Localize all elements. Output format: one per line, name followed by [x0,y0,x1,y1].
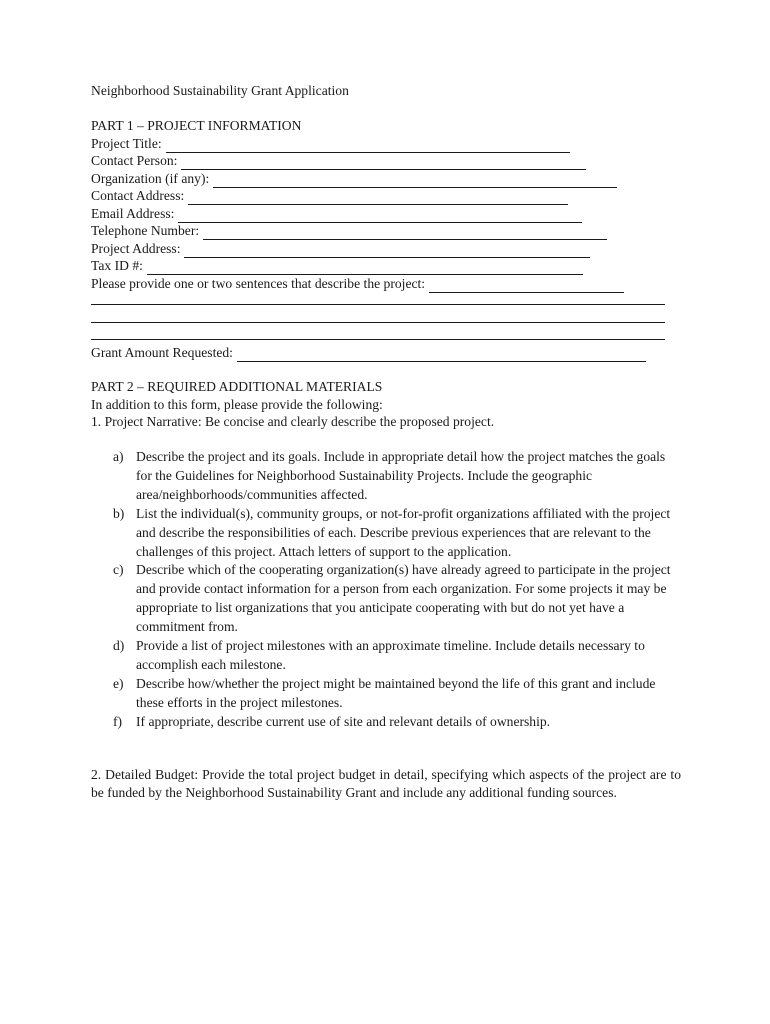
list-marker: c) [113,562,124,578]
narrative-sub-items [91,448,681,732]
part1-heading: PART 1 – PROJECT INFORMATION [91,118,302,133]
email-address-field [91,205,582,223]
contact-address-label: Contact Address: [91,188,185,204]
grant-amount-input-line[interactable] [237,348,646,362]
contact-address-input-line[interactable] [188,191,568,205]
list-item-text: Describe the project and its goals. Include in appropriate detail how the project matches the goals for the Guidelines for Neighborhood Sustainability Projects. Include the geographic area/neighborhoods/communities affected. [136,449,666,502]
document-title: Neighborhood Sustainability Grant Application [91,83,349,98]
list-marker: a) [113,449,124,464]
project-description-input-line-3[interactable] [91,322,665,323]
list-item [91,637,681,675]
project-description-label: Please provide one or two sentences that describe the project: [91,276,426,292]
project-address-label: Project Address: [91,241,181,257]
tax-id-label: Tax ID #: [91,258,143,274]
list-marker: b) [113,505,125,521]
list-item-text: Describe how/whether the project might be maintained beyond the life of this grant and include these efforts in the project milestones. [136,675,656,710]
project-title-label: Project Title: [91,136,162,152]
list-marker: d) [113,638,125,654]
organization-field [91,170,617,188]
organization-input-line[interactable] [213,174,617,188]
list-item [91,448,681,505]
telephone-number-label: Telephone Number: [91,223,200,239]
project-title-field [91,135,570,153]
telephone-number-input-line[interactable] [203,226,607,240]
tax-id-field [91,257,583,275]
tax-id-input-line[interactable] [147,261,583,275]
contact-person-field [91,152,586,170]
list-item [91,561,681,637]
email-address-input-line[interactable] [178,209,582,223]
list-item-text: List the individual(s), community groups, or not-for-profit organizations affiliated with the project and describe the responsibilities of each. Describe previous experiences that are relevant to the challenges of this project. Attach letters of support to the application. [136,505,671,559]
part2-heading: PART 2 – REQUIRED ADDITIONAL MATERIALS [91,379,383,394]
project-description-input-line-1[interactable] [429,279,624,293]
grant-amount-field [91,344,646,362]
list-item [91,713,681,732]
list-marker: e) [113,675,124,691]
project-address-input-line[interactable] [184,244,590,258]
detailed-budget-item: 2. Detailed Budget: Provide the total project budget in detail, specifying which aspects of the project are to be funded by the Neighborhood Sustainability Grant and include any additional funding sources. [91,767,681,800]
project-description-input-line-4[interactable] [91,339,665,340]
list-item-text: Describe which of the cooperating organization(s) have already agreed to participate in the project and provide contact information for a person from each organization. For some projects it may be appropriate to list organizations that you anticipate cooperating with but do not yet have a commitment from. [136,562,671,635]
telephone-number-field [91,222,607,240]
email-address-label: Email Address: [91,206,175,222]
contact-person-input-line[interactable] [181,156,586,170]
list-item-text: Provide a list of project milestones with an approximate timeline. Include details necessary to accomplish each milestone. [136,638,645,672]
project-title-input-line[interactable] [166,139,570,153]
project-narrative-item: 1. Project Narrative: Be concise and clearly describe the proposed project. [91,414,495,429]
organization-label: Organization (if any): [91,171,210,187]
grant-amount-label: Grant Amount Requested: [91,345,233,361]
part2-intro: In addition to this form, please provide the following: [91,397,383,412]
list-marker: f) [113,713,123,729]
list-item [91,505,681,562]
project-address-field [91,240,590,258]
contact-address-field [91,187,568,205]
project-description-field [91,275,624,293]
contact-person-label: Contact Person: [91,153,178,169]
project-description-input-line-2[interactable] [91,304,665,305]
list-item [91,675,681,713]
list-item-text: If appropriate, describe current use of site and relevant details of ownership. [136,713,551,729]
